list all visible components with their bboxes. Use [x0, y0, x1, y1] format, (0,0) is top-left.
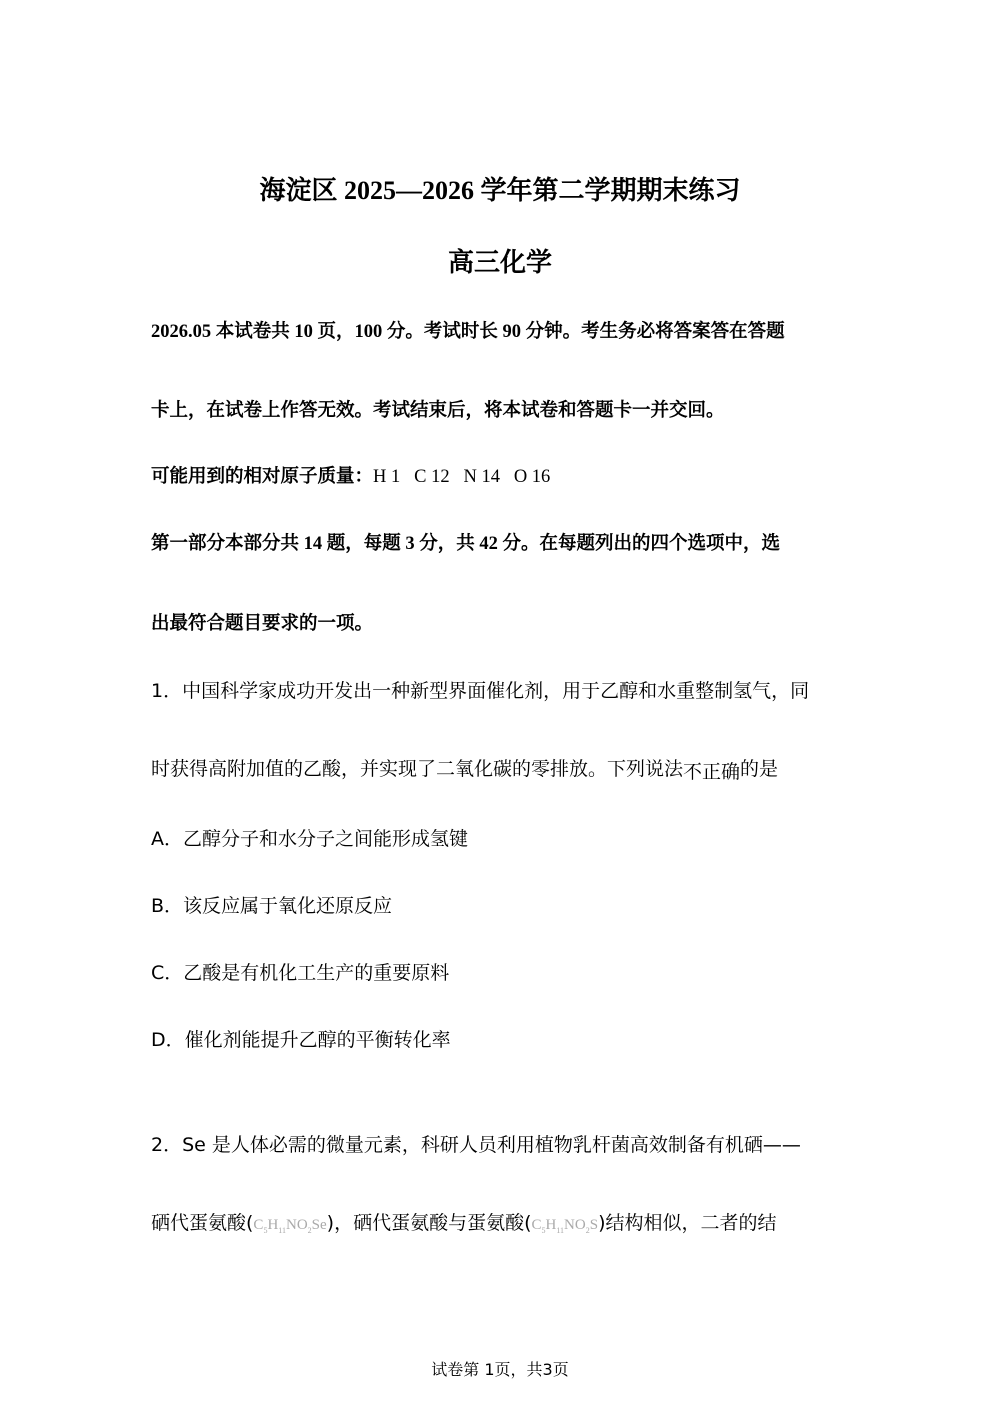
question-1-option-c: C．乙酸是有机化工生产的重要原料	[151, 962, 450, 984]
question-1-emphasis: 不正确	[683, 761, 741, 783]
atomic-mass-line	[151, 462, 550, 488]
part1-intro-line-1: 第一部分本部分共 14 题，每题 3 分，共 42 分。在每题列出的四个选项中，选	[151, 534, 781, 554]
question-2-line-2	[151, 1208, 776, 1235]
methionine-formula: $C_5H_{11}NO_2S$	[531, 1217, 599, 1235]
question-1-option-d: D．催化剂能提升乙醇的平衡转化率	[151, 1029, 451, 1051]
question-2-text-b: )，硒代蛋氨酸与蛋氨酸(	[326, 1212, 532, 1234]
page-footer: 试卷第 1页，共3页	[431, 1360, 569, 1379]
question-1-option-a: A．乙醇分子和水分子之间能形成氢键	[151, 828, 468, 850]
atomic-mass-label: 可能用到的相对原子质量：	[151, 466, 374, 487]
question-2-line-1: 2．Se 是人体必需的微量元素，科研人员利用植物乳杆菌高效制备有机硒——	[151, 1134, 801, 1156]
question-1-text: 时获得高附加值的乙酸，并实现了二氧化碳的零排放。下列说法	[151, 758, 684, 780]
question-1-line-2	[151, 754, 778, 781]
selenomethionine-formula: $C_5H_{11}NO_2Se$	[253, 1217, 327, 1235]
exam-subject: 高三化学	[447, 248, 552, 278]
exam-title: 海淀区 2025—2026 学年第二学期期末练习	[259, 176, 741, 205]
atomic-mass-values: H 1 C 12 N 14 O 16	[373, 467, 551, 487]
question-1-option-b: B．该反应属于氧化还原反应	[151, 895, 393, 917]
part1-intro-line-2: 出最符合题目要求的一项。	[151, 613, 374, 634]
question-1-text-end: 的是	[740, 758, 779, 780]
question-2-text-a: 硒代蛋氨酸(	[151, 1212, 254, 1234]
question-1-line-1: 1．中国科学家成功开发出一种新型界面催化剂，用于乙醇和水重整制氢气，同	[151, 680, 810, 702]
instructions-line-1: 2026.05 本试卷共 10 页，100 分。考试时长 90 分钟。考生务必将答案答在答题	[151, 322, 785, 342]
instructions-line-2: 卡上，在试卷上作答无效。考试结束后，将本试卷和答题卡一并交回。	[151, 400, 725, 421]
question-2-text-c: )结构相似，二者的结	[598, 1212, 777, 1234]
